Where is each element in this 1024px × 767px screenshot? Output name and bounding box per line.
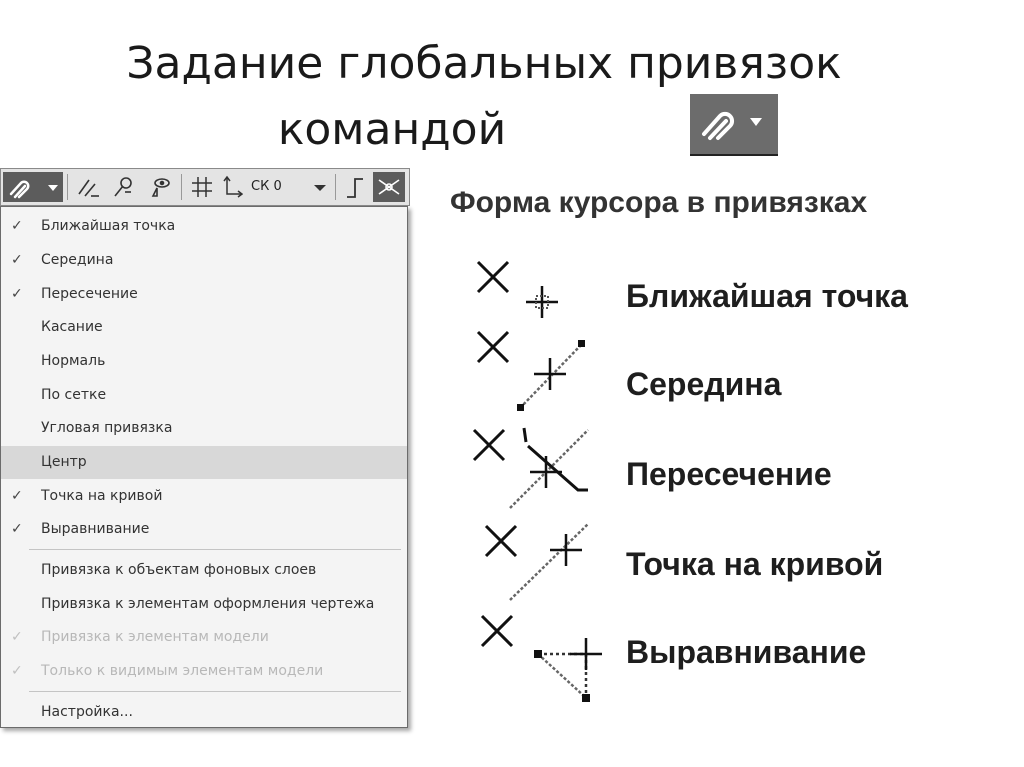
menu-item-label: Касание	[41, 319, 103, 335]
menu-item-background-layers[interactable]	[1, 554, 407, 587]
slide-title-line1: Задание глобальных привязок	[126, 38, 842, 89]
legend-label-point-on-curve: Точка на кривой	[626, 546, 884, 582]
toolbar-divider	[181, 174, 182, 200]
toolbar-divider	[335, 174, 336, 200]
coord-system-select[interactable]: СК 0	[251, 179, 282, 194]
intersection-cursor-icon	[468, 422, 598, 514]
snap-toolbar	[0, 168, 410, 206]
chevron-down-icon[interactable]	[309, 172, 331, 202]
ortho-icon[interactable]	[341, 172, 369, 202]
menu-item-label: Нормаль	[41, 353, 106, 369]
check-icon: ✓	[11, 488, 23, 504]
midpoint-cursor-icon	[470, 328, 600, 414]
grid-icon[interactable]	[187, 172, 217, 202]
legend-label-nearest-point: Ближайшая точка	[626, 278, 908, 314]
menu-item-intersection[interactable]	[1, 278, 407, 311]
menu-item-label: Пересечение	[41, 286, 138, 302]
snap-filter-icon[interactable]	[109, 172, 139, 202]
snap-command-icon	[690, 94, 778, 156]
check-icon: ✓	[11, 218, 23, 234]
menu-item-model-elements	[1, 621, 407, 654]
menu-item-nearest-point[interactable]	[1, 210, 407, 243]
menu-item-center[interactable]	[1, 446, 407, 479]
menu-item-grid[interactable]	[1, 379, 407, 412]
legend-label-alignment: Выравнивание	[626, 634, 867, 670]
menu-item-label: Только к видимым элементам модели	[41, 663, 324, 679]
menu-item-label: По сетке	[41, 387, 107, 403]
legend-label-midpoint: Середина	[626, 366, 782, 402]
check-icon: ✓	[11, 252, 23, 268]
local-snap-icon[interactable]	[73, 172, 103, 202]
alignment-cursor-icon	[476, 608, 606, 708]
menu-item-visible-model-elements	[1, 655, 407, 688]
menu-item-label: Центр	[41, 454, 87, 470]
snap-view-icon[interactable]	[145, 172, 175, 202]
check-icon: ✓	[11, 521, 23, 537]
menu-item-point-on-curve[interactable]	[1, 480, 407, 513]
dropdown-arrow-icon[interactable]	[43, 172, 63, 202]
snap-dropdown-menu	[0, 206, 408, 728]
check-icon: ✓	[11, 663, 23, 679]
menu-item-alignment[interactable]	[1, 513, 407, 546]
menu-item-label: Середина	[41, 252, 114, 268]
nearest-point-cursor-icon	[470, 256, 570, 326]
menu-divider	[29, 549, 401, 550]
menu-item-tangent[interactable]	[1, 311, 407, 344]
menu-item-label: Привязка к элементам оформления чертежа	[41, 596, 375, 612]
menu-item-label: Ближайшая точка	[41, 218, 176, 234]
menu-item-label: Настройка...	[41, 704, 133, 720]
menu-item-label: Точка на кривой	[41, 488, 163, 504]
snap-lines-icon[interactable]	[373, 172, 405, 202]
menu-item-label: Привязка к объектам фоновых слоев	[41, 562, 317, 578]
check-icon: ✓	[11, 629, 23, 645]
menu-item-drawing-elements[interactable]	[1, 588, 407, 621]
legend-label-intersection: Пересечение	[626, 456, 832, 492]
menu-divider	[29, 691, 401, 692]
menu-item-midpoint[interactable]	[1, 244, 407, 277]
menu-item-settings[interactable]	[1, 696, 407, 729]
coord-axes-icon	[221, 172, 243, 202]
toolbar-divider	[67, 174, 68, 200]
snap-toggle-icon[interactable]	[3, 172, 43, 202]
menu-item-label: Угловая привязка	[41, 420, 173, 436]
point-on-curve-cursor-icon	[480, 520, 600, 606]
check-icon: ✓	[11, 286, 23, 302]
slide-title-line2: командой	[277, 104, 507, 155]
cursor-shapes-title: Форма курсора в привязках	[450, 186, 868, 219]
menu-item-label: Выравнивание	[41, 521, 150, 537]
menu-item-angle-snap[interactable]	[1, 412, 407, 445]
menu-item-normal[interactable]	[1, 345, 407, 378]
menu-item-label: Привязка к элементам модели	[41, 629, 269, 645]
